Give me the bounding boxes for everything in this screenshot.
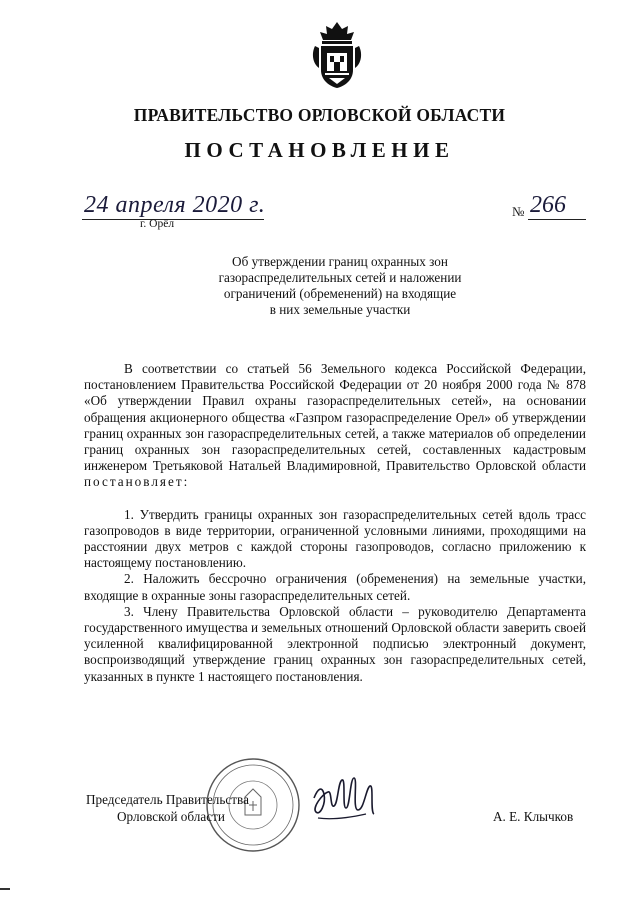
- chairman-region: Орловской области: [117, 809, 225, 824]
- government-name: ПРАВИТЕЛЬСТВО ОРЛОВСКОЙ ОБЛАСТИ: [133, 105, 506, 125]
- chairman-title: Председатель Правительства: [86, 792, 249, 807]
- number-underline: [528, 219, 586, 220]
- list-item: 3. Члену Правительства Орловской области – руководителю Департамента государственного имущества и земельных отношений Орловской области заверить своей усиленной квалифицированной электронной подписью электронный документ, воспроизводящий утверждение границ охранных зон газораспределительных сетей, указанных в пункте 1 настоящего постановления.: [84, 603, 587, 684]
- handwritten-number: 266: [530, 192, 566, 218]
- subject-line: ограничений (обременений) на входящие: [223, 286, 457, 301]
- handwritten-date: 24 апреля 2020 г.: [84, 192, 266, 218]
- handwritten-signature-icon: [308, 768, 380, 830]
- subject-line: в них земельные участки: [269, 302, 411, 317]
- preamble-text: В соответствии со статьей 56 Земельного кодекса Российской Федерации, постановлением Правительства Российской Федерации от 20 ноября 2000 года № 878 «Об утверждении Правил охраны газораспределительных сетей», на основании обращения акционерного общества «Газпром газораспределение Орел» об утверждении границ охранных зон газораспределительных сетей, а также материалов об определении границ охранных зон газораспределительных сетей, составленных кадастровым инженером Третьяковой Натальей Владимировной, Правительство Орловской области: [84, 361, 586, 474]
- subject-line: Об утверждении границ охранных зон: [232, 254, 448, 269]
- subject-line: газораспределительных сетей и наложении: [218, 270, 462, 285]
- number-label: №: [512, 204, 525, 219]
- document-body: [84, 361, 586, 685]
- signer-name: А. Е. Клычков: [493, 809, 574, 824]
- document-type: ПОСТАНОВЛЕНИЕ: [184, 138, 455, 162]
- list-item: 1. Утвердить границы охранных зон газораспределительных сетей вдоль трасс газопроводов в виде территории, ограниченной условными линиями, проходящими на расстоянии двух метров с каждой стороны газопроводов, согласно приложению к настоящему постановлению.: [84, 506, 586, 571]
- orel-coat-of-arms-icon: [309, 20, 365, 90]
- document-subject: [150, 254, 530, 318]
- page-edge-mark: [0, 888, 10, 890]
- city-label: г. Орёл: [140, 218, 175, 230]
- list-item: 2. Наложить бессрочно ограничения (обременения) на земельные участки, входящие в охранные зоны газораспределительных сетей.: [84, 571, 586, 603]
- preamble-paragraph: [84, 361, 586, 491]
- decree-word: постановляет:: [84, 474, 190, 490]
